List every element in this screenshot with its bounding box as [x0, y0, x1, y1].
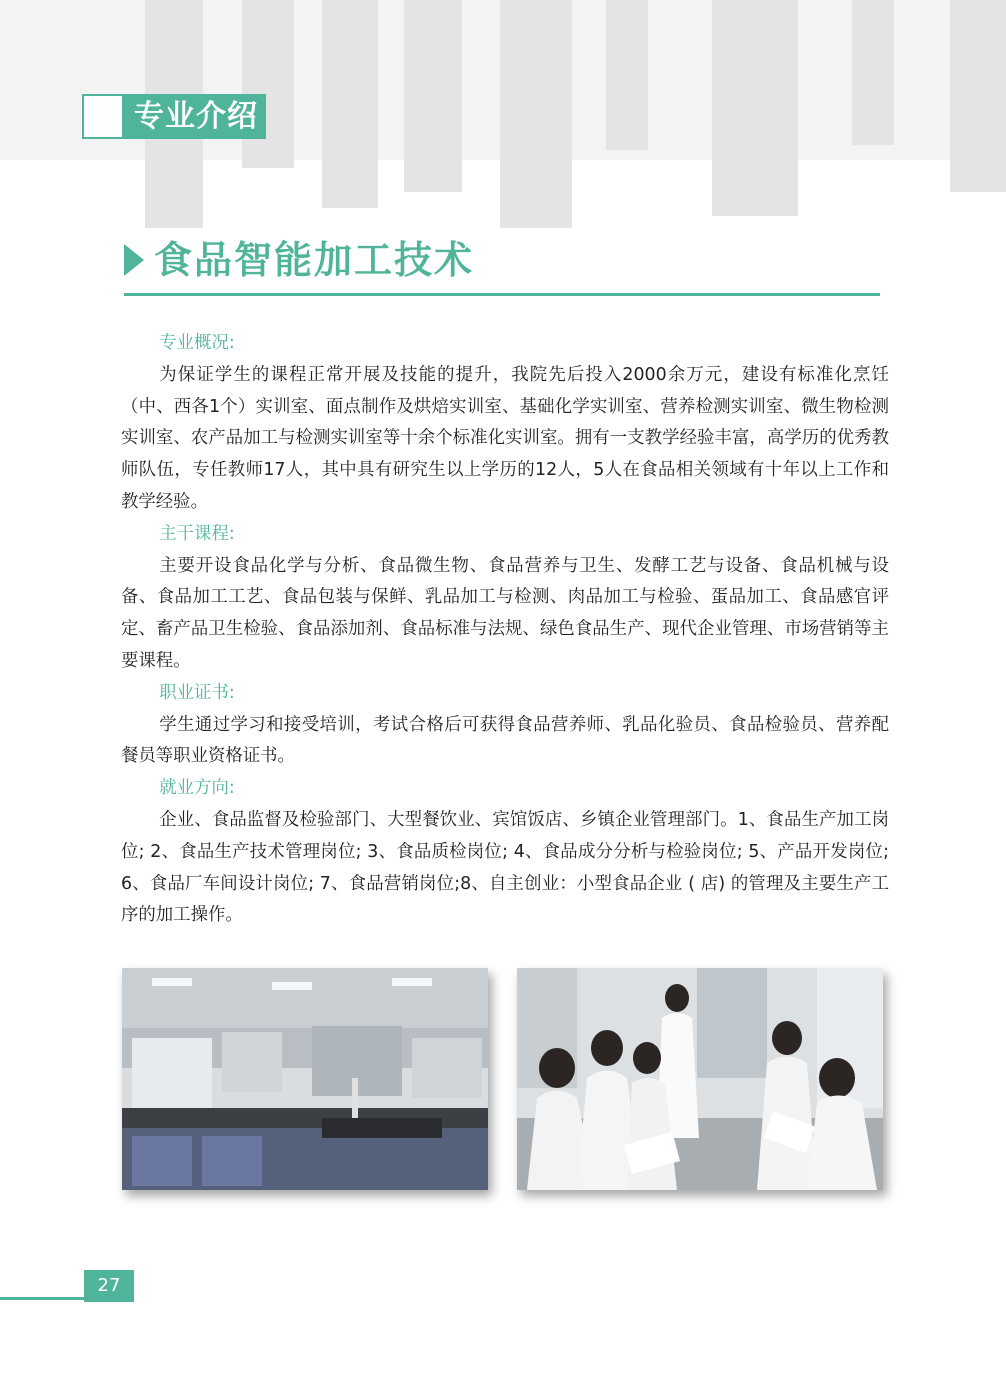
section-header-box: [82, 94, 124, 139]
major-title: [124, 234, 474, 286]
background-stripe: [852, 0, 894, 145]
section-header-label: 专业介绍: [124, 94, 266, 139]
students-photo: [517, 968, 883, 1190]
background-stripe: [606, 0, 648, 150]
footer-line: [0, 1297, 84, 1300]
section-header: [82, 94, 266, 139]
lab-illustration: [122, 968, 488, 1190]
employment-body: 企业、食品监督及检验部门、大型餐饮业、宾馆饭店、乡镇企业管理部门。1、食品生产加工岗位; 2、食品生产技术管理岗位; 3、食品质检岗位; 4、食品成分分析与检验岗位; 5、产品开发岗位; 6、食品厂车间设计岗位; 7、食品营销岗位;8、自主创业：小型食品企业 ( 店) 的管理及主要生产工序的加工操作。: [121, 809, 889, 926]
title-divider: [124, 293, 880, 296]
page-footer: [0, 1270, 134, 1302]
courses-body: 主要开设食品化学与分析、食品微生物、食品营养与卫生、发酵工艺与设备、食品机械与设备、食品加工工艺、食品包装与保鲜、乳品加工与检测、肉品加工与检验、蛋品加工、食品感官评定、畜产品卫生检验、食品添加剂、食品标准与法规、绿色食品生产、现代企业管理、市场营销等主要课程。: [121, 555, 889, 671]
background-stripe: [404, 0, 462, 192]
certificates-body: 学生通过学习和接受培训，考试合格后可获得食品营养师、乳品化验员、食品检验员、营养配餐员等职业资格证书。: [121, 714, 889, 767]
background-stripe: [712, 0, 798, 216]
major-description: [121, 328, 889, 932]
employment-heading: 就业方向:: [159, 778, 235, 799]
background-stripe: [500, 0, 572, 228]
certificates-heading: 职业证书:: [159, 682, 235, 703]
overview-heading: 专业概况:: [159, 333, 235, 353]
lab-photo: [122, 968, 488, 1190]
play-triangle-icon: [124, 244, 144, 276]
courses-heading: 主干课程:: [159, 523, 235, 544]
overview-body: 为保证学生的课程正常开展及技能的提升，我院先后投入2000余万元，建设有标准化烹饪（中、西各1个）实训室、面点制作及烘焙实训室、基础化学实训室、营养检测实训室、微生物检测实训室、农产品加工与检测实训室等十余个标准化实训室。拥有一支教学经验丰富，高学历的优秀教师队伍，专任教师17人，其中具有研究生以上学历的12人，5人在食品相关领域有十年以上工作和教学经验。: [121, 364, 889, 512]
page-number: 27: [84, 1270, 134, 1302]
background-stripe: [322, 0, 378, 208]
background-stripe: [950, 0, 1006, 192]
students-illustration: [517, 968, 883, 1190]
background-stripe: [242, 0, 294, 168]
major-title-text: 食品智能加工技术: [154, 238, 475, 282]
